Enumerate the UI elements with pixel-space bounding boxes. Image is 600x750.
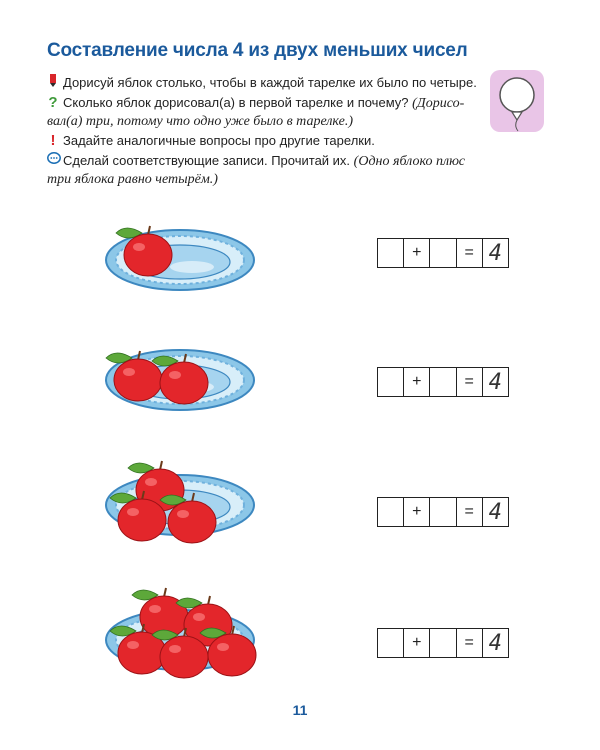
balloon-icon [488,68,546,136]
page-title: Составление числа 4 из двух меньших чисел [47,40,468,61]
instruction-text: Сделай соответствующие записи. Прочитай их. [63,153,351,168]
instruction-answer: (Дорисо-вал(а) три, потому что одно уже было в тарелке.) [47,96,465,129]
pencil-icon [47,74,59,91]
speech-bubble-icon [47,152,59,169]
result-box: 4 [483,497,509,527]
answer-box-1[interactable] [377,367,404,397]
plate-with-apples [100,585,290,695]
answer-box-2[interactable] [430,367,456,397]
equals-sign: = [457,238,483,268]
question-icon: ? [48,94,58,111]
equation-boxes [377,238,509,268]
answer-box-1[interactable] [377,238,404,268]
answer-box-2[interactable] [430,238,456,268]
equation-boxes [377,628,509,658]
result-box: 4 [483,238,509,268]
instruction-1 [47,74,487,91]
equals-sign: = [457,628,483,658]
plus-sign: + [404,238,430,268]
instruction-answer: (Одно яблоко плюс три яблока равно четырём.) [47,154,465,187]
plate-with-apples [100,205,290,315]
instruction-2 [47,94,487,130]
result-box: 4 [483,367,509,397]
instruction-4 [47,152,487,188]
plate-with-apples [100,325,290,435]
equals-sign: = [457,367,483,397]
instruction-text: Сколько яблок дорисовал(а) в первой тарелке и почему? [63,95,409,110]
equals-sign: = [457,497,483,527]
exclamation-icon: ! [50,132,56,149]
equation-boxes [377,497,509,527]
plus-sign: + [404,628,430,658]
instruction-text: Дорисуй яблок столько, чтобы в каждой тарелке их было по четыре. [63,75,477,90]
answer-box-2[interactable] [430,497,456,527]
plus-sign: + [404,367,430,397]
plate-with-apples [100,450,290,560]
equation-boxes [377,367,509,397]
answer-box-1[interactable] [377,628,404,658]
instruction-3 [47,132,487,149]
instruction-text: Задайте аналогичные вопросы про другие тарелки. [63,133,375,148]
page-number: 11 [292,702,308,718]
plus-sign: + [404,497,430,527]
answer-box-2[interactable] [430,628,456,658]
answer-box-1[interactable] [377,497,404,527]
result-box: 4 [483,628,509,658]
